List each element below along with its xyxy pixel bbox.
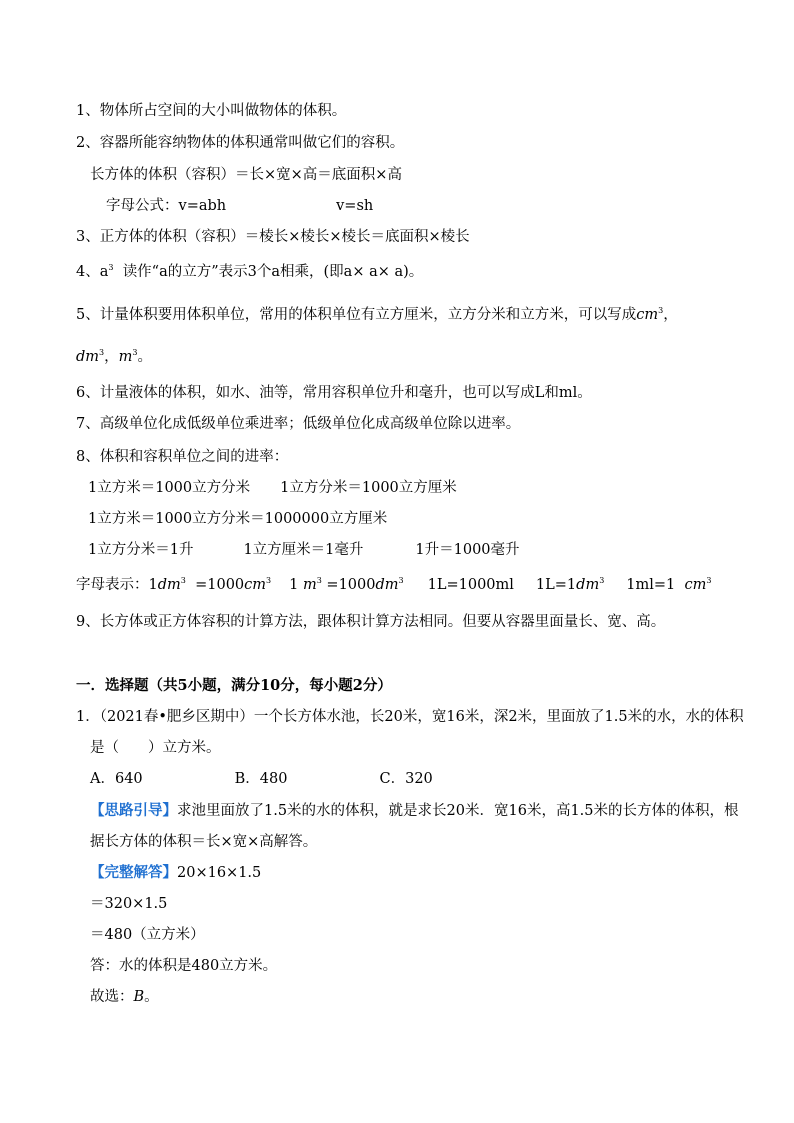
hint-tag: 【思路引导】 [90, 802, 177, 819]
answer-line5: 故选：B。 [90, 989, 159, 1005]
point-7: 7、高级单位化成低级单位乘进率；低级单位化成高级单位除以进率。 [76, 416, 521, 432]
section-title: 一．选择题（共5小题，满分10分，每小题2分） [76, 677, 392, 694]
option-a: A．640 [90, 771, 143, 787]
question-1-stem-line1: 1．（2021春•肥乡区期中）一个长方体水池，长20米，宽16米，深2米，里面放了1.5米的水，水的体积 [76, 709, 744, 725]
question-1-stem-line2: 是（ ）立方米。 [90, 740, 221, 756]
hint-line1: 【思路引导】求池里面放了1.5米的水的体积，就是求长20米．宽16米，高1.5米的长方体的体积，根 [90, 802, 739, 819]
point-5-line1: 5、计量体积要用体积单位，常用的体积单位有立方厘米，立方分米和立方米，可以写成$cm^3$， [76, 306, 678, 323]
answer-tag: 【完整解答】 [90, 864, 177, 881]
rate-line-1: 1立方米＝1000立方分米 1立方分米＝1000立方厘米 [88, 480, 457, 496]
option-b: B．480 [234, 771, 288, 787]
formula-vabh: v=abh [178, 198, 227, 214]
question-1-options [90, 769, 433, 789]
formula-vsh: v=sh [336, 198, 374, 214]
point-9: 9、长方体或正方体容积的计算方法，跟体积计算方法相同。但要从容器里面量长、宽、高。 [76, 614, 666, 630]
hint-line2: 据长方体的体积＝长×宽×高解答。 [90, 834, 318, 850]
point-2: 2、容器所能容纳物体的体积通常叫做它们的容积。 [76, 135, 405, 151]
answer-line4: 答：水的体积是480立方米。 [90, 958, 278, 974]
answer-line3: ＝480（立方米） [90, 927, 205, 943]
answer-line1: 【完整解答】20×16×1.5 [90, 864, 262, 881]
point-5-line2: $dm^3$，$m^3$。 [76, 348, 152, 365]
point-4: 4、$a^3$ 读作“a的立方”表示3个a相乘，(即a× a× a)。 [76, 263, 424, 280]
symbol-line: 字母表示：$1dm^3 =1000cm^3$ 1 $m^3 =1000dm^3$ 1L=1000ml $1L=1dm^3$ 1ml=1 $cm^3$ [76, 576, 712, 593]
letter-formula-line [106, 196, 373, 216]
point-8: 8、体积和容积单位之间的进率： [76, 449, 289, 465]
point-1: 1、物体所占空间的大小叫做物体的体积。 [76, 103, 347, 119]
letter-formula-label: 字母公式： [106, 198, 179, 214]
point-6: 6、计量液体的体积，如水、油等，常用容积单位升和毫升，也可以写成L和ml。 [76, 385, 592, 401]
rate-line-3: 1立方分米＝1升 1立方厘米＝1毫升 1升＝1000毫升 [88, 542, 520, 558]
rate-line-2: 1立方米＝1000立方分米＝1000000立方厘米 [88, 511, 388, 527]
point-3: 3、正方体的体积（容积）＝棱长×棱长×棱长＝底面积×棱长 [76, 229, 470, 245]
answer-line2: ＝320×1.5 [90, 896, 168, 912]
option-c: C．320 [379, 771, 433, 787]
cuboid-volume-formula: 长方体的体积（容积）＝长×宽×高＝底面积×高 [90, 167, 402, 183]
